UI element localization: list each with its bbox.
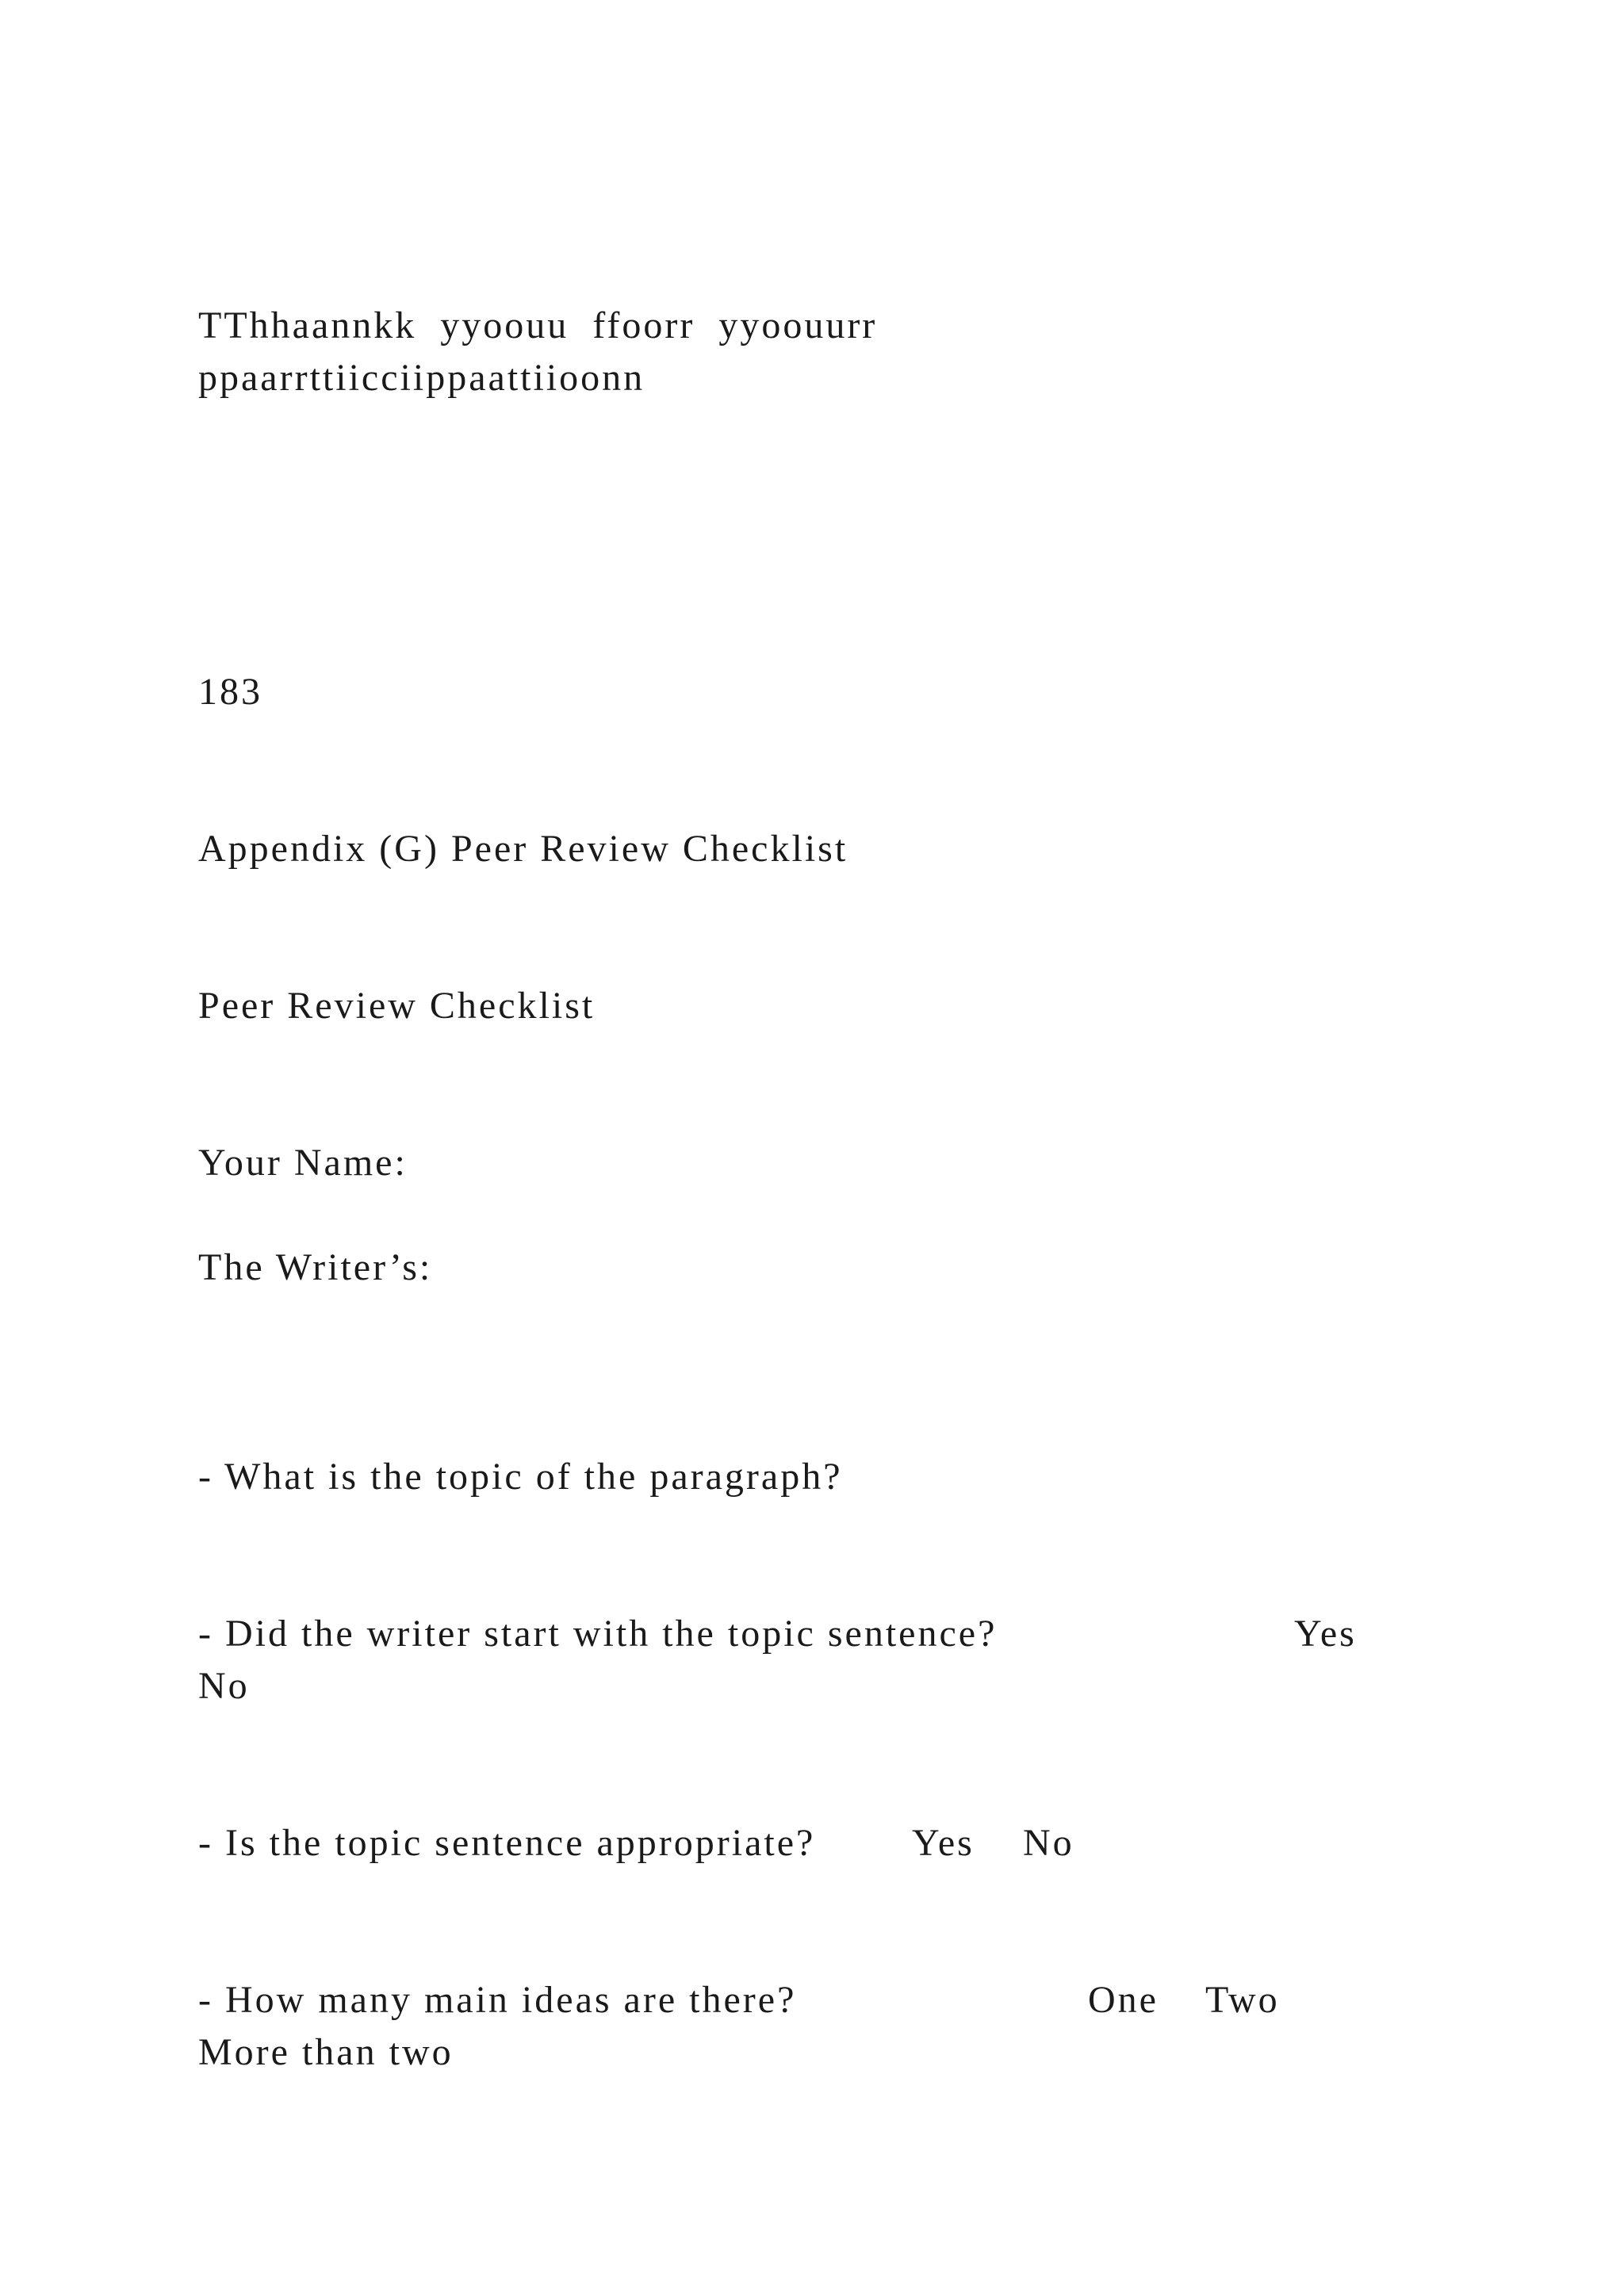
question-topic-sentence-appropriate: - Is the topic sentence appropriate? xyxy=(198,1822,816,1864)
option-more-than-two: More than two xyxy=(198,2031,454,2073)
option-two: Two xyxy=(1205,1979,1280,2021)
page-number: 183 xyxy=(198,671,262,713)
option-yes: Yes xyxy=(912,1822,975,1864)
option-one: One xyxy=(1088,1979,1159,2021)
question-topic: - What is the topic of the paragraph? xyxy=(198,1456,843,1498)
option-no: No xyxy=(1023,1822,1074,1864)
question-topic-sentence-start: - Did the writer start with the topic sentence? xyxy=(198,1613,998,1655)
checklist-title: Peer Review Checklist xyxy=(198,985,596,1027)
writer-label: The Writer’s: xyxy=(198,1246,433,1288)
thanks-line-1: TThhaannkk yyoouu ffoorr yyoouurr xyxy=(198,304,878,346)
question-main-ideas: - How many main ideas are there? xyxy=(198,1979,797,2021)
appendix-heading: Appendix (G) Peer Review Checklist xyxy=(198,828,848,870)
option-no: No xyxy=(198,1665,250,1707)
your-name-label: Your Name: xyxy=(198,1142,408,1184)
option-yes: Yes xyxy=(1294,1613,1357,1655)
thanks-line-2: ppaarrttiicciippaattiioonn xyxy=(198,357,645,399)
